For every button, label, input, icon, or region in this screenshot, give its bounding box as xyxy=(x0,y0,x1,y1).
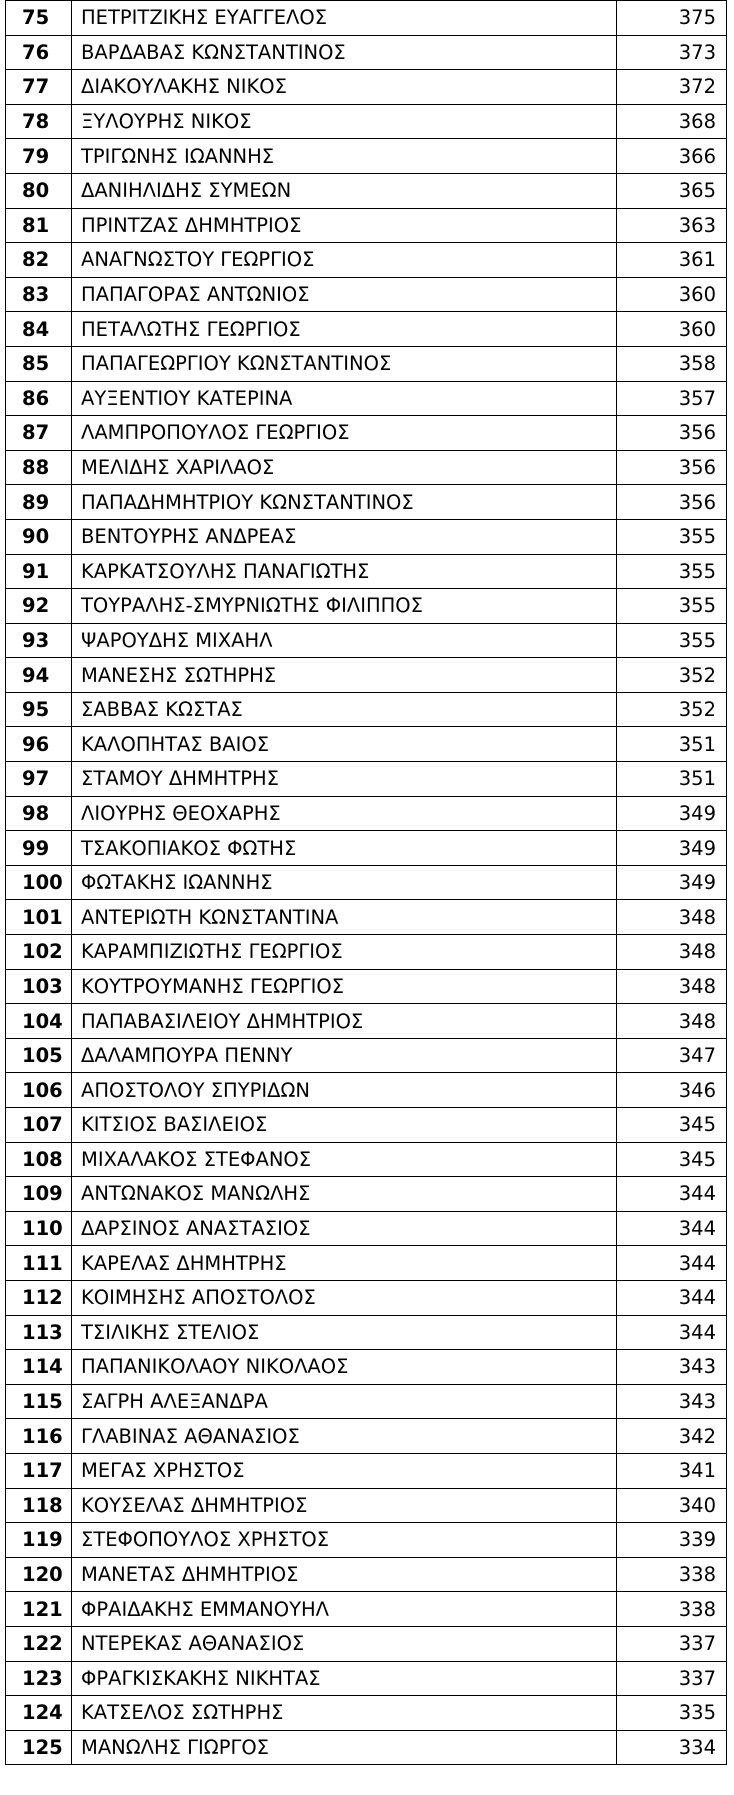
table-row xyxy=(6,1004,727,1039)
name-cell: ΔΑΡΣΙΝΟΣ ΑΝΑΣΤΑΣΙΟΣ xyxy=(72,1211,617,1246)
rank-cell: 85 xyxy=(6,346,72,381)
name-cell: ΛΑΜΠΡΟΠΟΥΛΟΣ ΓΕΩΡΓΙΟΣ xyxy=(72,416,617,451)
score-cell: 345 xyxy=(617,1108,727,1143)
rank-cell: 106 xyxy=(6,1073,72,1108)
rank-cell: 116 xyxy=(6,1419,72,1454)
score-cell: 334 xyxy=(617,1730,727,1765)
name-cell: ΨΑΡΟΥΔΗΣ ΜΙΧΑΗΛ xyxy=(72,623,617,658)
table-row xyxy=(6,208,727,243)
table-row xyxy=(6,173,727,208)
rank-cell: 120 xyxy=(6,1557,72,1592)
name-cell: ΜΑΝΩΛΗΣ ΓΙΩΡΓΟΣ xyxy=(72,1730,617,1765)
score-cell: 344 xyxy=(617,1315,727,1350)
rank-cell: 118 xyxy=(6,1488,72,1523)
rank-cell: 105 xyxy=(6,1038,72,1073)
rank-cell: 112 xyxy=(6,1280,72,1315)
table-row xyxy=(6,1142,727,1177)
table-row xyxy=(6,450,727,485)
score-cell: 361 xyxy=(617,243,727,278)
table-row xyxy=(6,1730,727,1765)
name-cell: ΚΑΤΣΕΛΟΣ ΣΩΤΗΡΗΣ xyxy=(72,1696,617,1731)
name-cell: ΚΑΡΚΑΤΣΟΥΛΗΣ ΠΑΝΑΓΙΩΤΗΣ xyxy=(72,554,617,589)
table-row xyxy=(6,485,727,520)
score-cell: 352 xyxy=(617,658,727,693)
score-cell: 356 xyxy=(617,416,727,451)
name-cell: ΤΟΥΡΑΛΗΣ-ΣΜΥΡΝΙΩΤΗΣ ΦΙΛΙΠΠΟΣ xyxy=(72,589,617,624)
rank-cell: 94 xyxy=(6,658,72,693)
name-cell: ΑΝΑΓΝΩΣΤΟΥ ΓΕΩΡΓΙΟΣ xyxy=(72,243,617,278)
table-row xyxy=(6,658,727,693)
score-cell: 355 xyxy=(617,589,727,624)
score-cell: 345 xyxy=(617,1142,727,1177)
rank-cell: 86 xyxy=(6,381,72,416)
score-cell: 372 xyxy=(617,70,727,105)
rank-cell: 97 xyxy=(6,762,72,797)
name-cell: ΚΟΥΤΡΟΥΜΑΝΗΣ ΓΕΩΡΓΙΟΣ xyxy=(72,969,617,1004)
table-row xyxy=(6,381,727,416)
rank-cell: 75 xyxy=(6,1,72,36)
rank-cell: 84 xyxy=(6,312,72,347)
table-row xyxy=(6,1488,727,1523)
rank-cell: 110 xyxy=(6,1211,72,1246)
name-cell: ΠΑΠΑΓΕΩΡΓΙΟΥ ΚΩΝΣΤΑΝΤΙΝΟΣ xyxy=(72,346,617,381)
name-cell: ΦΩΤΑΚΗΣ ΙΩΑΝΝΗΣ xyxy=(72,865,617,900)
score-cell: 349 xyxy=(617,796,727,831)
rank-cell: 96 xyxy=(6,727,72,762)
rank-cell: 121 xyxy=(6,1592,72,1627)
name-cell: ΜΙΧΑΛΑΚΟΣ ΣΤΕΦΑΝΟΣ xyxy=(72,1142,617,1177)
rank-cell: 82 xyxy=(6,243,72,278)
name-cell: ΜΑΝΕΣΗΣ ΣΩΤΗΡΗΣ xyxy=(72,658,617,693)
score-cell: 338 xyxy=(617,1592,727,1627)
table-row xyxy=(6,900,727,935)
table-row xyxy=(6,416,727,451)
name-cell: ΝΤΕΡΕΚΑΣ ΑΘΑΝΑΣΙΟΣ xyxy=(72,1626,617,1661)
rank-cell: 103 xyxy=(6,969,72,1004)
table-row xyxy=(6,346,727,381)
score-cell: 346 xyxy=(617,1073,727,1108)
rank-cell: 93 xyxy=(6,623,72,658)
score-cell: 335 xyxy=(617,1696,727,1731)
score-cell: 338 xyxy=(617,1557,727,1592)
name-cell: ΑΥΞΕΝΤΙΟΥ ΚΑΤΕΡΙΝΑ xyxy=(72,381,617,416)
rank-cell: 117 xyxy=(6,1453,72,1488)
table-row xyxy=(6,935,727,970)
table-row xyxy=(6,796,727,831)
table-row xyxy=(6,104,727,139)
rank-cell: 107 xyxy=(6,1108,72,1143)
score-cell: 365 xyxy=(617,173,727,208)
table-row xyxy=(6,1038,727,1073)
rank-cell: 111 xyxy=(6,1246,72,1281)
name-cell: ΠΑΠΑΔΗΜΗΤΡΙΟΥ ΚΩΝΣΤΑΝΤΙΝΟΣ xyxy=(72,485,617,520)
score-cell: 348 xyxy=(617,969,727,1004)
ranking-table xyxy=(5,0,727,1765)
score-cell: 349 xyxy=(617,831,727,866)
table-row xyxy=(6,554,727,589)
score-cell: 347 xyxy=(617,1038,727,1073)
table-row xyxy=(6,1557,727,1592)
name-cell: ΠΡΙΝΤΖΑΣ ΔΗΜΗΤΡΙΟΣ xyxy=(72,208,617,243)
rank-cell: 101 xyxy=(6,900,72,935)
score-cell: 343 xyxy=(617,1350,727,1385)
table-row xyxy=(6,1177,727,1212)
score-cell: 344 xyxy=(617,1211,727,1246)
rank-cell: 83 xyxy=(6,277,72,312)
table-row xyxy=(6,1384,727,1419)
name-cell: ΠΑΠΑΓΟΡΑΣ ΑΝΤΩΝΙΟΣ xyxy=(72,277,617,312)
name-cell: ΜΕΛΙΔΗΣ ΧΑΡΙΛΑΟΣ xyxy=(72,450,617,485)
score-cell: 348 xyxy=(617,1004,727,1039)
table-row xyxy=(6,519,727,554)
table-row xyxy=(6,831,727,866)
rank-cell: 114 xyxy=(6,1350,72,1385)
name-cell: ΦΡΑΙΔΑΚΗΣ ΕΜΜΑΝΟΥΗΛ xyxy=(72,1592,617,1627)
table-row xyxy=(6,70,727,105)
name-cell: ΠΕΤΡΙΤΖΙΚΗΣ ΕΥΑΓΓΕΛΟΣ xyxy=(72,1,617,36)
score-cell: 375 xyxy=(617,1,727,36)
name-cell: ΒΑΡΔΑΒΑΣ ΚΩΝΣΤΑΝΤΙΝΟΣ xyxy=(72,35,617,70)
score-cell: 351 xyxy=(617,762,727,797)
table-row xyxy=(6,1592,727,1627)
rank-cell: 123 xyxy=(6,1661,72,1696)
score-cell: 356 xyxy=(617,450,727,485)
rank-cell: 78 xyxy=(6,104,72,139)
table-row xyxy=(6,623,727,658)
table-row xyxy=(6,1,727,36)
table-row xyxy=(6,1280,727,1315)
name-cell: ΑΝΤΩΝΑΚΟΣ ΜΑΝΩΛΗΣ xyxy=(72,1177,617,1212)
rank-cell: 76 xyxy=(6,35,72,70)
score-cell: 355 xyxy=(617,623,727,658)
table-row xyxy=(6,692,727,727)
table-row xyxy=(6,762,727,797)
score-cell: 337 xyxy=(617,1661,727,1696)
name-cell: ΚΑΛΟΠΗΤΑΣ ΒΑΙΟΣ xyxy=(72,727,617,762)
table-row xyxy=(6,1073,727,1108)
score-cell: 356 xyxy=(617,485,727,520)
table-row xyxy=(6,1453,727,1488)
table-row xyxy=(6,312,727,347)
rank-cell: 80 xyxy=(6,173,72,208)
rank-cell: 124 xyxy=(6,1696,72,1731)
rank-cell: 95 xyxy=(6,692,72,727)
score-cell: 348 xyxy=(617,935,727,970)
table-row xyxy=(6,1246,727,1281)
name-cell: ΠΑΠΑΒΑΣΙΛΕΙΟΥ ΔΗΜΗΤΡΙΟΣ xyxy=(72,1004,617,1039)
rank-cell: 108 xyxy=(6,1142,72,1177)
name-cell: ΣΑΒΒΑΣ ΚΩΣΤΑΣ xyxy=(72,692,617,727)
name-cell: ΚΑΡΕΛΑΣ ΔΗΜΗΤΡΗΣ xyxy=(72,1246,617,1281)
rank-cell: 115 xyxy=(6,1384,72,1419)
table-row xyxy=(6,1211,727,1246)
table-row xyxy=(6,1523,727,1558)
table-row xyxy=(6,277,727,312)
name-cell: ΣΤΕΦΟΠΟΥΛΟΣ ΧΡΗΣΤΟΣ xyxy=(72,1523,617,1558)
table-row xyxy=(6,865,727,900)
name-cell: ΞΥΛΟΥΡΗΣ ΝΙΚΟΣ xyxy=(72,104,617,139)
score-cell: 349 xyxy=(617,865,727,900)
name-cell: ΜΑΝΕΤΑΣ ΔΗΜΗΤΡΙΟΣ xyxy=(72,1557,617,1592)
rank-cell: 91 xyxy=(6,554,72,589)
table-row xyxy=(6,1661,727,1696)
rank-cell: 119 xyxy=(6,1523,72,1558)
table-row xyxy=(6,1108,727,1143)
score-cell: 366 xyxy=(617,139,727,174)
table-row xyxy=(6,1315,727,1350)
table-row xyxy=(6,1350,727,1385)
table-row xyxy=(6,35,727,70)
score-cell: 351 xyxy=(617,727,727,762)
rank-cell: 100 xyxy=(6,865,72,900)
table-row xyxy=(6,1419,727,1454)
score-cell: 344 xyxy=(617,1177,727,1212)
name-cell: ΠΑΠΑΝΙΚΟΛΑΟΥ ΝΙΚΟΛΑΟΣ xyxy=(72,1350,617,1385)
score-cell: 360 xyxy=(617,277,727,312)
name-cell: ΜΕΓΑΣ ΧΡΗΣΤΟΣ xyxy=(72,1453,617,1488)
name-cell: ΚΑΡΑΜΠΙΖΙΩΤΗΣ ΓΕΩΡΓΙΟΣ xyxy=(72,935,617,970)
name-cell: ΤΡΙΓΩΝΗΣ ΙΩΑΝΝΗΣ xyxy=(72,139,617,174)
name-cell: ΤΣΑΚΟΠΙΑΚΟΣ ΦΩΤΗΣ xyxy=(72,831,617,866)
rank-cell: 92 xyxy=(6,589,72,624)
score-cell: 348 xyxy=(617,900,727,935)
table-row xyxy=(6,1626,727,1661)
score-cell: 355 xyxy=(617,519,727,554)
table-row xyxy=(6,243,727,278)
rank-cell: 102 xyxy=(6,935,72,970)
score-cell: 339 xyxy=(617,1523,727,1558)
score-cell: 363 xyxy=(617,208,727,243)
table-row xyxy=(6,1696,727,1731)
name-cell: ΚΟΙΜΗΣΗΣ ΑΠΟΣΤΟΛΟΣ xyxy=(72,1280,617,1315)
rank-cell: 89 xyxy=(6,485,72,520)
rank-cell: 109 xyxy=(6,1177,72,1212)
name-cell: ΔΙΑΚΟΥΛΑΚΗΣ ΝΙΚΟΣ xyxy=(72,70,617,105)
rank-cell: 79 xyxy=(6,139,72,174)
name-cell: ΔΑΛΑΜΠΟΥΡΑ ΠΕΝΝΥ xyxy=(72,1038,617,1073)
name-cell: ΔΑΝΙΗΛΙΔΗΣ ΣΥΜΕΩΝ xyxy=(72,173,617,208)
rank-cell: 88 xyxy=(6,450,72,485)
table-row xyxy=(6,727,727,762)
score-cell: 344 xyxy=(617,1246,727,1281)
score-cell: 343 xyxy=(617,1384,727,1419)
score-cell: 340 xyxy=(617,1488,727,1523)
score-cell: 368 xyxy=(617,104,727,139)
score-cell: 373 xyxy=(617,35,727,70)
score-cell: 337 xyxy=(617,1626,727,1661)
rank-cell: 104 xyxy=(6,1004,72,1039)
score-cell: 357 xyxy=(617,381,727,416)
score-cell: 352 xyxy=(617,692,727,727)
rank-cell: 87 xyxy=(6,416,72,451)
score-cell: 344 xyxy=(617,1280,727,1315)
table-row xyxy=(6,139,727,174)
score-cell: 360 xyxy=(617,312,727,347)
name-cell: ΣΑΓΡΗ ΑΛΕΞΑΝΔΡΑ xyxy=(72,1384,617,1419)
rank-cell: 113 xyxy=(6,1315,72,1350)
score-cell: 341 xyxy=(617,1453,727,1488)
rank-cell: 99 xyxy=(6,831,72,866)
name-cell: ΦΡΑΓΚΙΣΚΑΚΗΣ ΝΙΚΗΤΑΣ xyxy=(72,1661,617,1696)
score-cell: 355 xyxy=(617,554,727,589)
table-row xyxy=(6,589,727,624)
name-cell: ΣΤΑΜΟΥ ΔΗΜΗΤΡΗΣ xyxy=(72,762,617,797)
score-cell: 342 xyxy=(617,1419,727,1454)
rank-cell: 77 xyxy=(6,70,72,105)
name-cell: ΑΠΟΣΤΟΛΟΥ ΣΠΥΡΙΔΩΝ xyxy=(72,1073,617,1108)
ranking-table-body xyxy=(6,1,727,1765)
score-cell: 358 xyxy=(617,346,727,381)
rank-cell: 90 xyxy=(6,519,72,554)
rank-cell: 81 xyxy=(6,208,72,243)
rank-cell: 125 xyxy=(6,1730,72,1765)
name-cell: ΑΝΤΕΡΙΩΤΗ ΚΩΝΣΤΑΝΤΙΝΑ xyxy=(72,900,617,935)
rank-cell: 98 xyxy=(6,796,72,831)
name-cell: ΚΟΥΣΕΛΑΣ ΔΗΜΗΤΡΙΟΣ xyxy=(72,1488,617,1523)
name-cell: ΓΛΑΒΙΝΑΣ ΑΘΑΝΑΣΙΟΣ xyxy=(72,1419,617,1454)
name-cell: ΤΣΙΛΙΚΗΣ ΣΤΕΛΙΟΣ xyxy=(72,1315,617,1350)
rank-cell: 122 xyxy=(6,1626,72,1661)
name-cell: ΛΙΟΥΡΗΣ ΘΕΟΧΑΡΗΣ xyxy=(72,796,617,831)
name-cell: ΚΙΤΣΙΟΣ ΒΑΣΙΛΕΙΟΣ xyxy=(72,1108,617,1143)
table-row xyxy=(6,969,727,1004)
name-cell: ΠΕΤΑΛΩΤΗΣ ΓΕΩΡΓΙΟΣ xyxy=(72,312,617,347)
name-cell: ΒΕΝΤΟΥΡΗΣ ΑΝΔΡΕΑΣ xyxy=(72,519,617,554)
